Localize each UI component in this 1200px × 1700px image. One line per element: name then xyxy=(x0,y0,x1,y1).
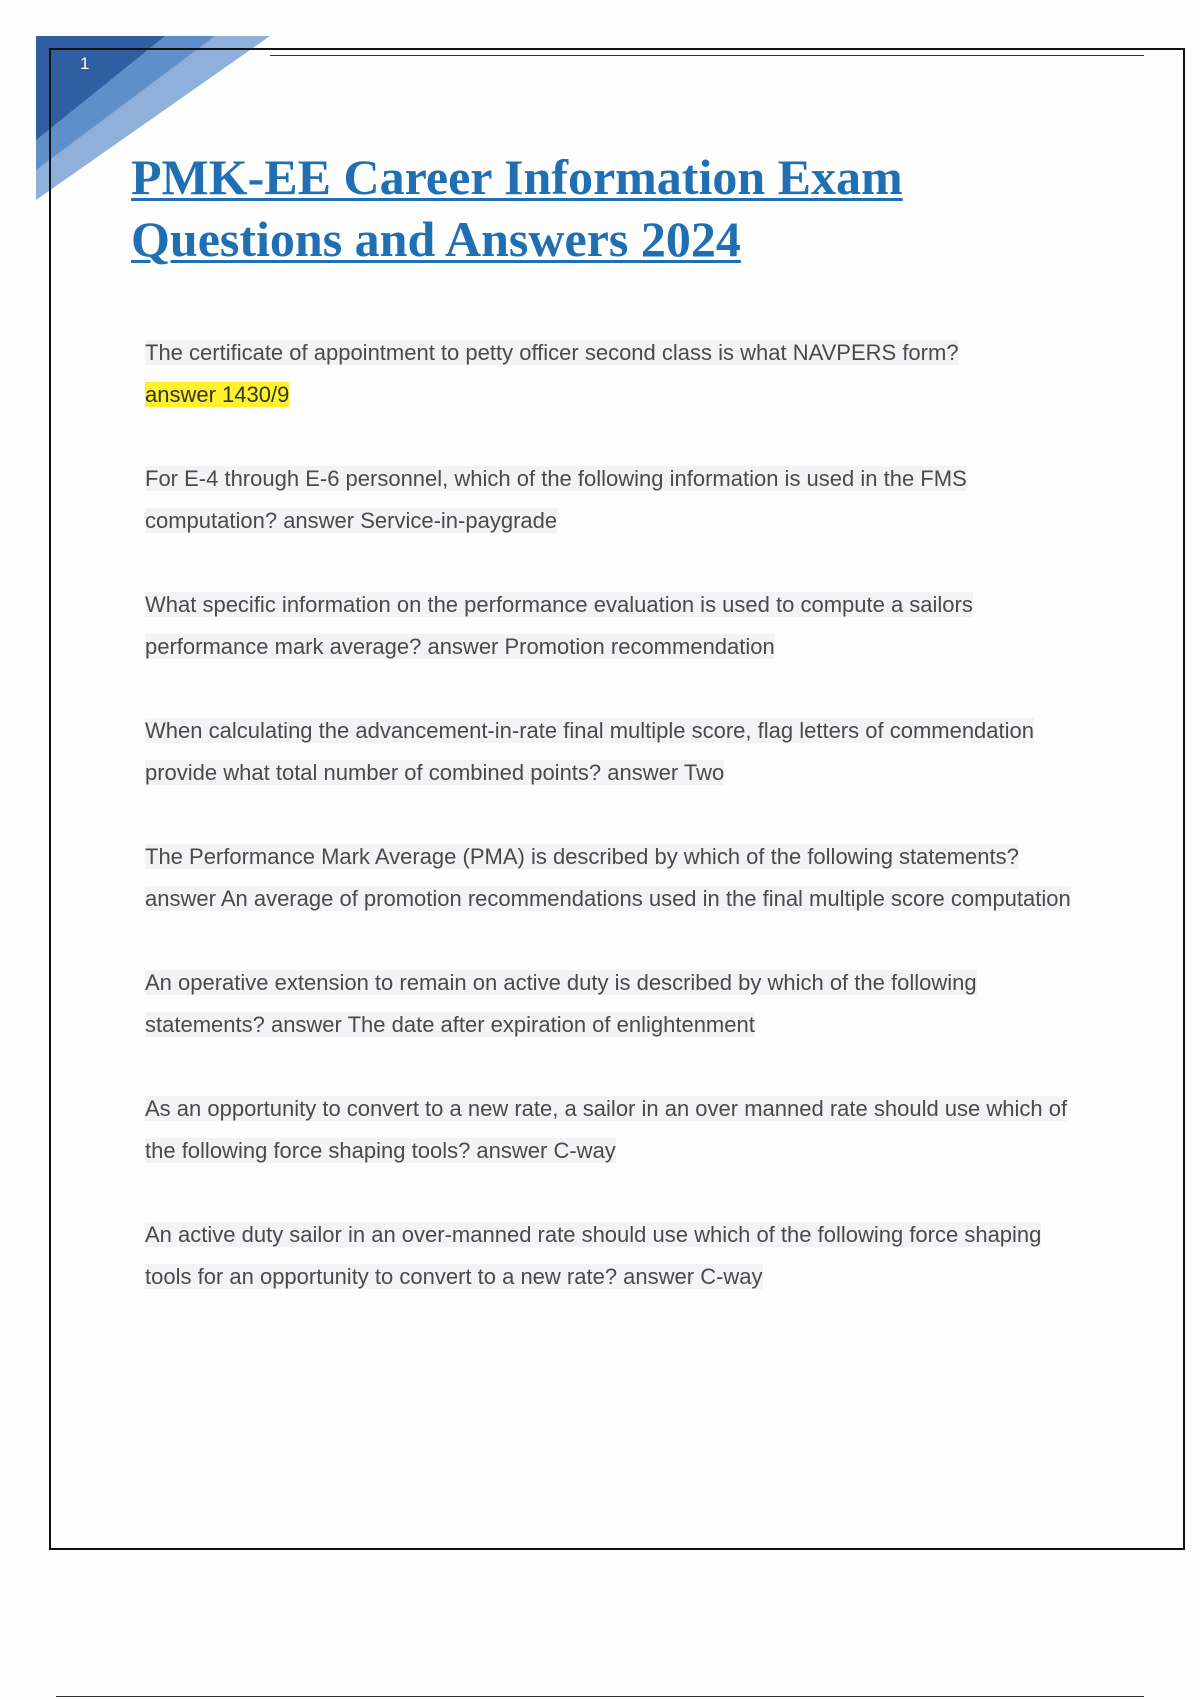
qa-item xyxy=(145,458,1085,542)
qa-item xyxy=(145,584,1085,668)
question-text: An active duty sailor in an over-manned rate should use which of the following force shaping tools for an opportunity to convert to a new rate? answer C-way xyxy=(145,1222,1042,1289)
question-text: The certificate of appointment to petty officer second class is what NAVPERS form? xyxy=(145,340,959,365)
question-text: As an opportunity to convert to a new rate, a sailor in an over manned rate should use which of the following force shaping tools? answer C-way xyxy=(145,1096,1068,1163)
qa-item xyxy=(145,962,1085,1046)
question-text: For E-4 through E-6 personnel, which of the following information is used in the FMS computation? answer Service-in-paygrade xyxy=(145,466,967,533)
footer-rule xyxy=(56,1696,1144,1697)
qa-item xyxy=(145,710,1085,794)
question-text: The Performance Mark Average (PMA) is described by which of the following statements? answer An average of promotion recommendations used in the final multiple score computation xyxy=(145,844,1071,911)
question-text: An operative extension to remain on active duty is described by which of the following statements? answer The date after expiration of enlightenment xyxy=(145,970,977,1037)
qa-list xyxy=(145,332,1085,1340)
qa-item xyxy=(145,1088,1085,1172)
question-text: When calculating the advancement-in-rate final multiple score, flag letters of commendation provide what total number of combined points? answer Two xyxy=(145,718,1035,785)
answer-highlight: answer 1430/9 xyxy=(145,382,290,407)
document-title xyxy=(131,146,1031,270)
qa-item xyxy=(145,1214,1085,1298)
title-line-2: Questions and Answers 2024 xyxy=(131,211,741,267)
question-text: What specific information on the performance evaluation is used to compute a sailors performance mark average? answer Promotion recommendation xyxy=(145,592,973,659)
qa-item xyxy=(145,836,1085,920)
page-number: 1 xyxy=(80,54,90,73)
qa-item xyxy=(145,332,1085,416)
title-line-1: PMK-EE Career Information Exam xyxy=(131,149,903,205)
